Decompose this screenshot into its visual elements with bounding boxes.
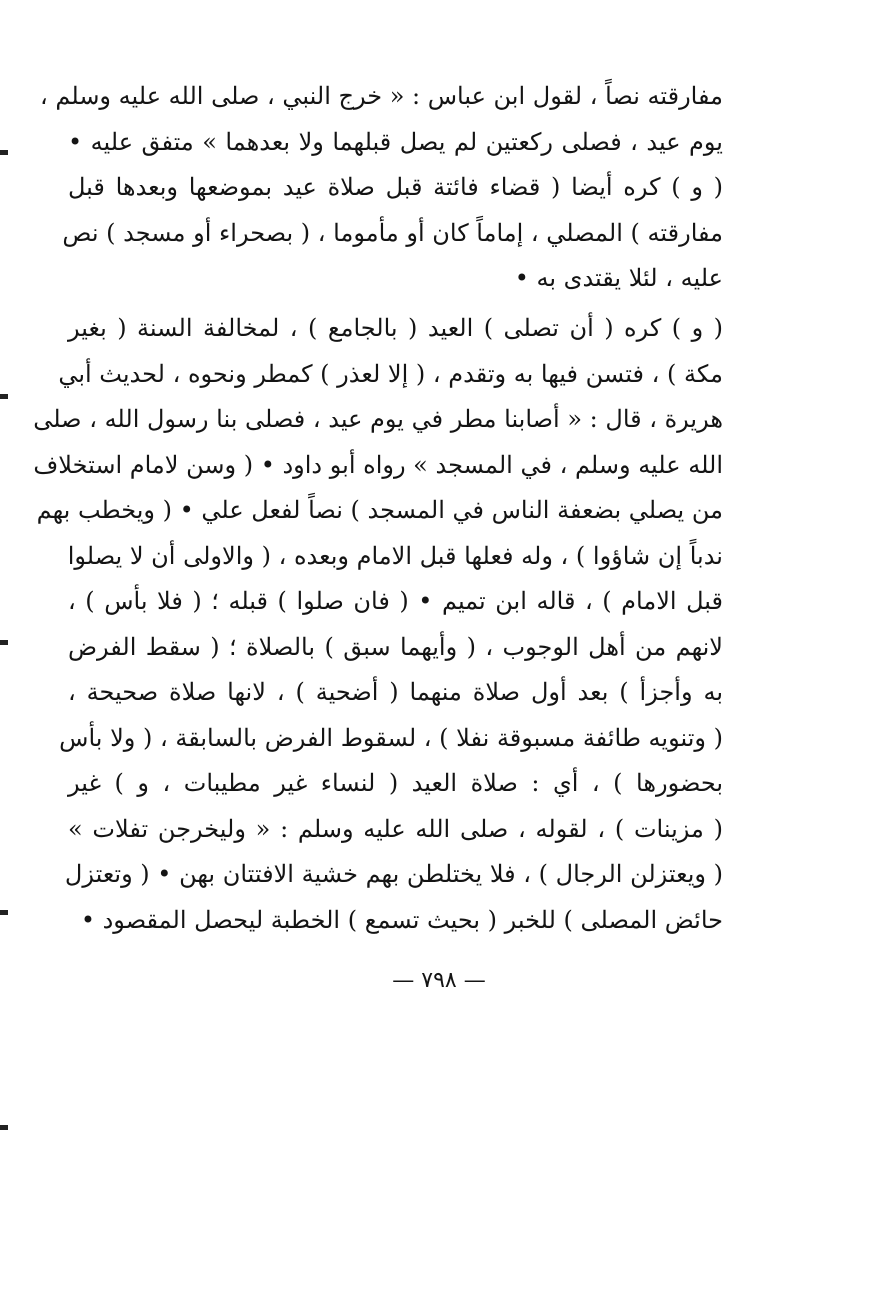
paragraph-2	[33, 306, 723, 943]
margin-mark	[0, 150, 8, 155]
text-line: ( مزينات ) ، لقوله ، صلى الله عليه وسلم : « وليخرجن تفلات »	[68, 814, 723, 843]
text-line: من يصلي بضعفة الناس في المسجد ) نصاً لفعل علي • ( ويخطب بهم	[36, 496, 723, 524]
text-line: مفارقته نصاً ، لقول ابن عباس : « خرج النبي ، صلى الله عليه وسلم ،	[40, 82, 723, 110]
text-line: ( و ) كره ( أن تصلى ) العيد ( بالجامع ) ، لمخالفة السنة ( بغير	[68, 314, 723, 342]
text-line: هريرة ، قال : « أصابنا مطر في يوم عيد ، فصلى بنا رسول الله ، صلى	[33, 405, 723, 433]
margin-mark	[0, 1125, 8, 1130]
page-number: — ٧٩٨ —	[392, 968, 486, 993]
margin-mark	[0, 394, 8, 399]
text-line: به وأجزأ ) بعد أول صلاة منهما ( أضحية ) ، لانها صلاة صحيحة ،	[68, 678, 723, 706]
text-line: ( وتنويه طائفة مسبوقة نفلا ) ، لسقوط الفرض بالسابقة ، ( ولا بأس	[59, 723, 723, 752]
text-line: قبل الامام ) ، قاله ابن تميم • ( فان صلوا ) قبله ؛ ( فلا بأس ) ،	[68, 587, 723, 615]
text-line: الله عليه وسلم ، في المسجد » رواه أبو داود • ( وسن لامام استخلاف	[33, 450, 723, 479]
text-line: ( و ) كره أيضا ( قضاء فائتة قبل صلاة عيد بموضعها وبعدها قبل	[68, 173, 723, 201]
text-line: عليه ، لئلا يقتدى به •	[514, 264, 723, 292]
text-line: ندباً إن شاؤوا ) ، وله فعلها قبل الامام وبعده ، ( والاولى أن لا يصلوا	[67, 541, 723, 570]
text-line: مفارقته ) المصلي ، إماماً كان أو مأموما ، ( بصحراء أو مسجد ) نص	[62, 218, 723, 247]
text-line: حائض المصلى ) للخبر ( بحيث تسمع ) الخطبة ليحصل المقصود •	[80, 905, 723, 934]
text-line: ( ويعتزلن الرجال ) ، فلا يختلطن بهم خشية الافتتان بهن • ( وتعتزل	[64, 860, 723, 888]
text-line: يوم عيد ، فصلى ركعتين لم يصل قبلهما ولا بعدهما » متفق عليه •	[68, 127, 723, 156]
text-line: لانهم من أهل الوجوب ، ( وأيهما سبق ) بالصلاة ؛ ( سقط الفرض	[68, 632, 723, 661]
text-line: بحضورها ) ، أي : صلاة العيد ( لنساء غير مطيبات ، و ) غير	[68, 769, 723, 797]
margin-mark	[0, 640, 8, 645]
paragraph-1	[40, 74, 723, 302]
margin-mark	[0, 910, 8, 915]
text-line: مكة ) ، فتسن فيها به وتقدم ، ( إلا لعذر ) كمطر ونحوه ، لحديث أبي	[58, 359, 723, 388]
